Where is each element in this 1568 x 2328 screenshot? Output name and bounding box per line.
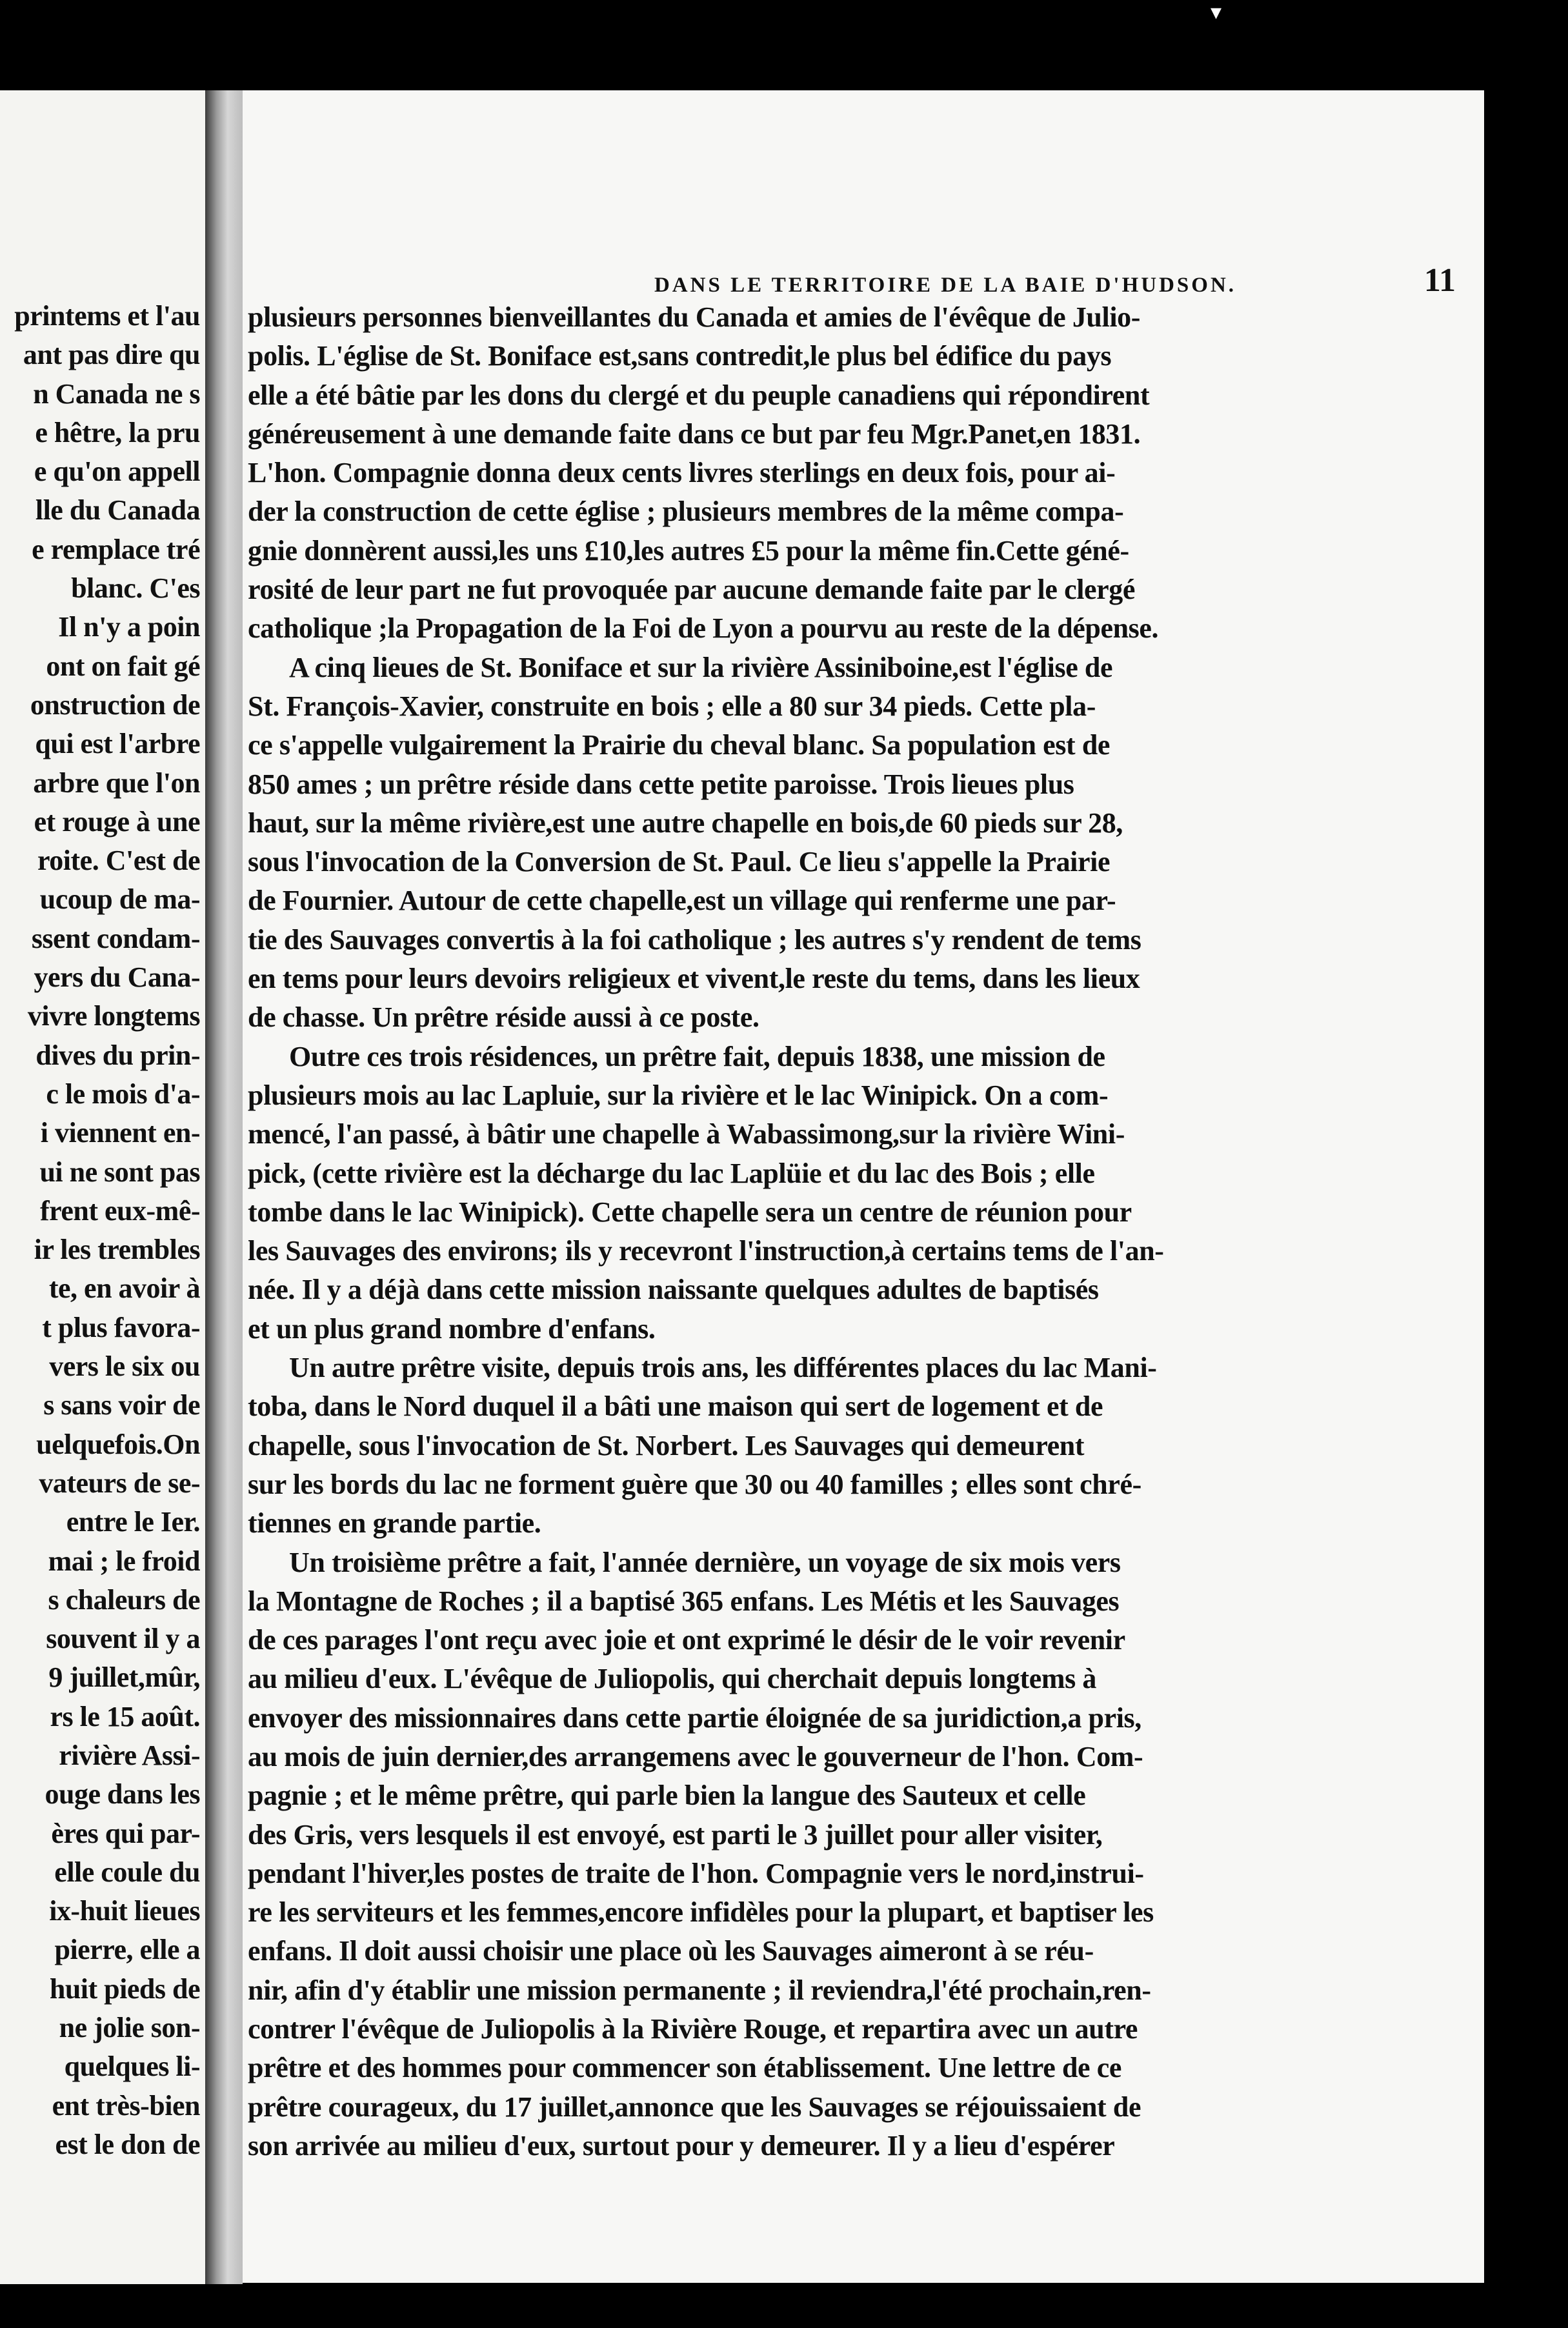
left-page-line: printems et l'au [14,300,200,332]
body-line: polis. L'église de St. Boniface est,sans contredit,le plus bel édifice du pays [248,340,1112,372]
left-page-line: i viennent en- [40,1117,200,1149]
left-page-line: s chaleurs de [48,1583,200,1616]
left-page-line: ent très-bien [52,2089,200,2122]
left-page-line: roite. C'est de [37,845,200,877]
left-page-line: ucoup de ma- [39,883,200,916]
left-page-line: c le mois d'a- [46,1078,200,1110]
left-page-line: pierre, elle a [54,1934,200,1966]
body-line: re les serviteurs et les femmes,encore infidèles pour la plupart, et baptiser les [248,1896,1154,1929]
body-line: tombe dans le lac Winipick). Cette chapelle sera un centre de réunion pour [248,1196,1132,1228]
left-page-line: frent eux-mê- [39,1194,200,1227]
left-page [0,90,205,2284]
left-page-line: rs le 15 août. [50,1700,200,1732]
body-line: rosité de leur part ne fut provoquée par aucune demande faite par le clergé [248,574,1136,606]
left-page-line: vivre longtems [27,1000,200,1032]
left-page-line: mai ; le froid [48,1545,200,1577]
body-line: envoyer des missionnaires dans cette partie éloignée de sa juridiction,a pris, [248,1701,1141,1734]
body-line: de ces parages l'ont reçu avec joie et ont exprimé le désir de le voir revenir [248,1624,1125,1656]
body-line: prêtre courageux, du 17 juillet,annonce que les Sauvages se réjouissaient de [248,2091,1141,2123]
body-line: Un troisième prêtre a fait, l'année dernière, un voyage de six mois vers [289,1546,1121,1578]
body-line: généreusement à une demande faite dans ce but par feu Mgr.Panet,en 1831. [248,417,1141,450]
body-line: plusieurs personnes bienveillantes du Canada et amies de l'évêque de Julio- [248,301,1141,333]
left-page-line: e remplace tré [32,533,200,565]
body-line: au milieu d'eux. L'évêque de Juliopolis, qui cherchait depuis longtems à [248,1663,1097,1695]
left-page-line: ant pas dire qu [23,339,200,371]
body-line: tie des Sauvages convertis à la foi catholique ; les autres s'y rendent de tems [248,923,1141,956]
body-line: gnie donnèrent aussi,les uns £10,les autres £5 pour la même fin.Cette géné- [248,534,1129,567]
left-page-line: vateurs de se- [39,1467,200,1499]
body-line: tiennes en grande partie. [248,1507,541,1540]
left-page-line: lle du Canada [35,494,200,527]
left-page-line: vers le six ou [49,1350,200,1383]
left-page-line: ne jolie son- [59,2012,200,2044]
left-page-line: blanc. C'es [71,572,200,605]
left-page-line: 9 juillet,mûr, [48,1661,200,1694]
left-page-line: et rouge à une [34,805,200,838]
left-page-line: huit pieds de [49,1972,200,2005]
left-page-line: yers du Cana- [34,961,200,994]
page-number: 11 [1423,262,1456,299]
left-page-line: rivière Assi- [59,1739,200,1771]
body-line: St. François-Xavier, construite en bois ; elle a 80 sur 34 pieds. Cette pla- [248,690,1096,722]
body-line: de chasse. Un prêtre réside aussi à ce poste. [248,1001,759,1034]
body-line: en tems pour leurs devoirs religieux et vivent,le reste du tems, dans les lieux [248,963,1140,995]
left-page-line: e qu'on appell [34,456,200,488]
body-line: A cinq lieues de St. Boniface et sur la rivière Assiniboine,est l'église de [289,651,1113,683]
body-line: plusieurs mois au lac Lapluie, sur la rivière et le lac Winipick. On a com- [248,1079,1109,1111]
right-page [243,90,1484,2283]
left-page-line: dives du prin- [35,1039,200,1071]
body-line: pagnie ; et le même prêtre, qui parle bien la langue des Sauteux et celle [248,1780,1086,1812]
left-page-line: ui ne sont pas [39,1156,200,1188]
left-page-line: arbre que l'on [33,767,200,799]
left-page-line: est le don de [55,2128,200,2160]
left-page-line: e hêtre, la pru [35,416,200,448]
body-text [243,298,1484,2165]
corner-mark: ▾ [1211,1,1222,25]
body-line: des Gris, vers lesquels il est envoyé, est parti le 3 juillet pour aller visiter, [248,1818,1103,1851]
left-page-line: n Canada ne s [33,377,200,410]
body-line: elle a été bâtie par les dons du clergé et du peuple canadiens qui répondirent [248,379,1150,411]
body-line: der la construction de cette église ; plusieurs membres de la même compa- [248,496,1124,528]
left-page-text [0,297,205,2164]
body-line: chapelle, sous l'invocation de St. Norbert. Les Sauvages qui demeurent [248,1429,1085,1461]
body-line: ce s'appelle vulgairement la Prairie du cheval blanc. Sa population est de [248,729,1111,761]
body-line: sous l'invocation de la Conversion de St. Paul. Ce lieu s'appelle la Prairie [248,846,1111,878]
body-line: Un autre prêtre visite, depuis trois ans, les différentes places du lac Mani- [289,1352,1157,1384]
body-line: sur les bords du lac ne forment guère que 30 ou 40 familles ; elles sont chré- [248,1468,1141,1500]
body-line: nir, afin d'y établir une mission permanente ; il reviendra,l'été prochain,ren- [248,1974,1151,2006]
body-line: les Sauvages des environs; ils y recevront l'instruction,à certains tems de l'an- [248,1235,1164,1267]
left-page-line: onstruction de [30,688,200,721]
book-gutter [205,90,243,2284]
body-line: prêtre et des hommes pour commencer son établissement. Une lettre de ce [248,2052,1122,2084]
left-page-line: entre le Ier. [66,1506,200,1538]
body-line: haut, sur la même rivière,est une autre chapelle en bois,de 60 pieds sur 28, [248,807,1123,839]
left-page-line: t plus favora- [42,1311,200,1343]
body-line: toba, dans le Nord duquel il a bâti une maison qui sert de logement et de [248,1390,1103,1423]
body-line: pick, (cette rivière est la décharge du lac Laplüie et du lac des Bois ; elle [248,1157,1095,1189]
body-line: au mois de juin dernier,des arrangemens avec le gouverneur de l'hon. Com- [248,1740,1143,1772]
left-page-line: ouge dans les [45,1778,200,1811]
left-page-line: uelquefois.On [36,1428,200,1460]
body-line: pendant l'hiver,les postes de traite de l'hon. Compagnie vers le nord,instrui- [248,1857,1144,1889]
body-line: 850 ames ; un prêtre réside dans cette petite paroisse. Trois lieues plus [248,768,1074,800]
left-page-line: ères qui par- [51,1817,200,1849]
body-line: contrer l'évêque de Juliopolis à la Rivière Rouge, et repartira avec un autre [248,2013,1138,2045]
left-page-line: ssent condam- [31,922,200,954]
left-page-line: ont on fait gé [46,650,200,682]
left-page-line: ir les trembles [34,1234,200,1266]
body-line: née. Il y a déjà dans cette mission naissante quelques adultes de baptisés [248,1274,1099,1306]
body-line: enfans. Il doit aussi choisir une place où les Sauvages aimeront à se réu- [248,1935,1094,1967]
body-line: mencé, l'an passé, à bâtir une chapelle à Wabassimong,sur la rivière Wini- [248,1118,1125,1150]
running-head: DANS LE TERRITOIRE DE LA BAIE D'HUDSON. [654,274,1237,297]
left-page-line: ix-huit lieues [49,1895,200,1927]
body-line: son arrivée au milieu d'eux, surtout pour y demeurer. Il y a lieu d'espérer [248,2129,1115,2162]
left-page-line: qui est l'arbre [35,728,200,760]
left-page-line: te, en avoir à [48,1272,200,1305]
body-line: Outre ces trois résidences, un prêtre fait, depuis 1838, une mission de [289,1040,1105,1072]
left-page-line: elle coule du [54,1856,200,1888]
left-page-line: s sans voir de [43,1389,200,1421]
left-page-line: Il n'y a poin [58,611,200,643]
body-line: la Montagne de Roches ; il a baptisé 365 enfans. Les Métis et les Sauvages [248,1585,1120,1617]
body-line: catholique ;la Propagation de la Foi de Lyon a pourvu au reste de la dépense. [248,612,1159,645]
left-page-line: souvent il y a [46,1623,200,1655]
body-line: et un plus grand nombre d'enfans. [248,1312,656,1345]
body-line: de Fournier. Autour de cette chapelle,est un village qui renferme une par- [248,885,1116,917]
left-page-line: quelques li- [64,2051,200,2083]
body-line: L'hon. Compagnie donna deux cents livres sterlings en deux fois, pour ai- [248,457,1116,489]
